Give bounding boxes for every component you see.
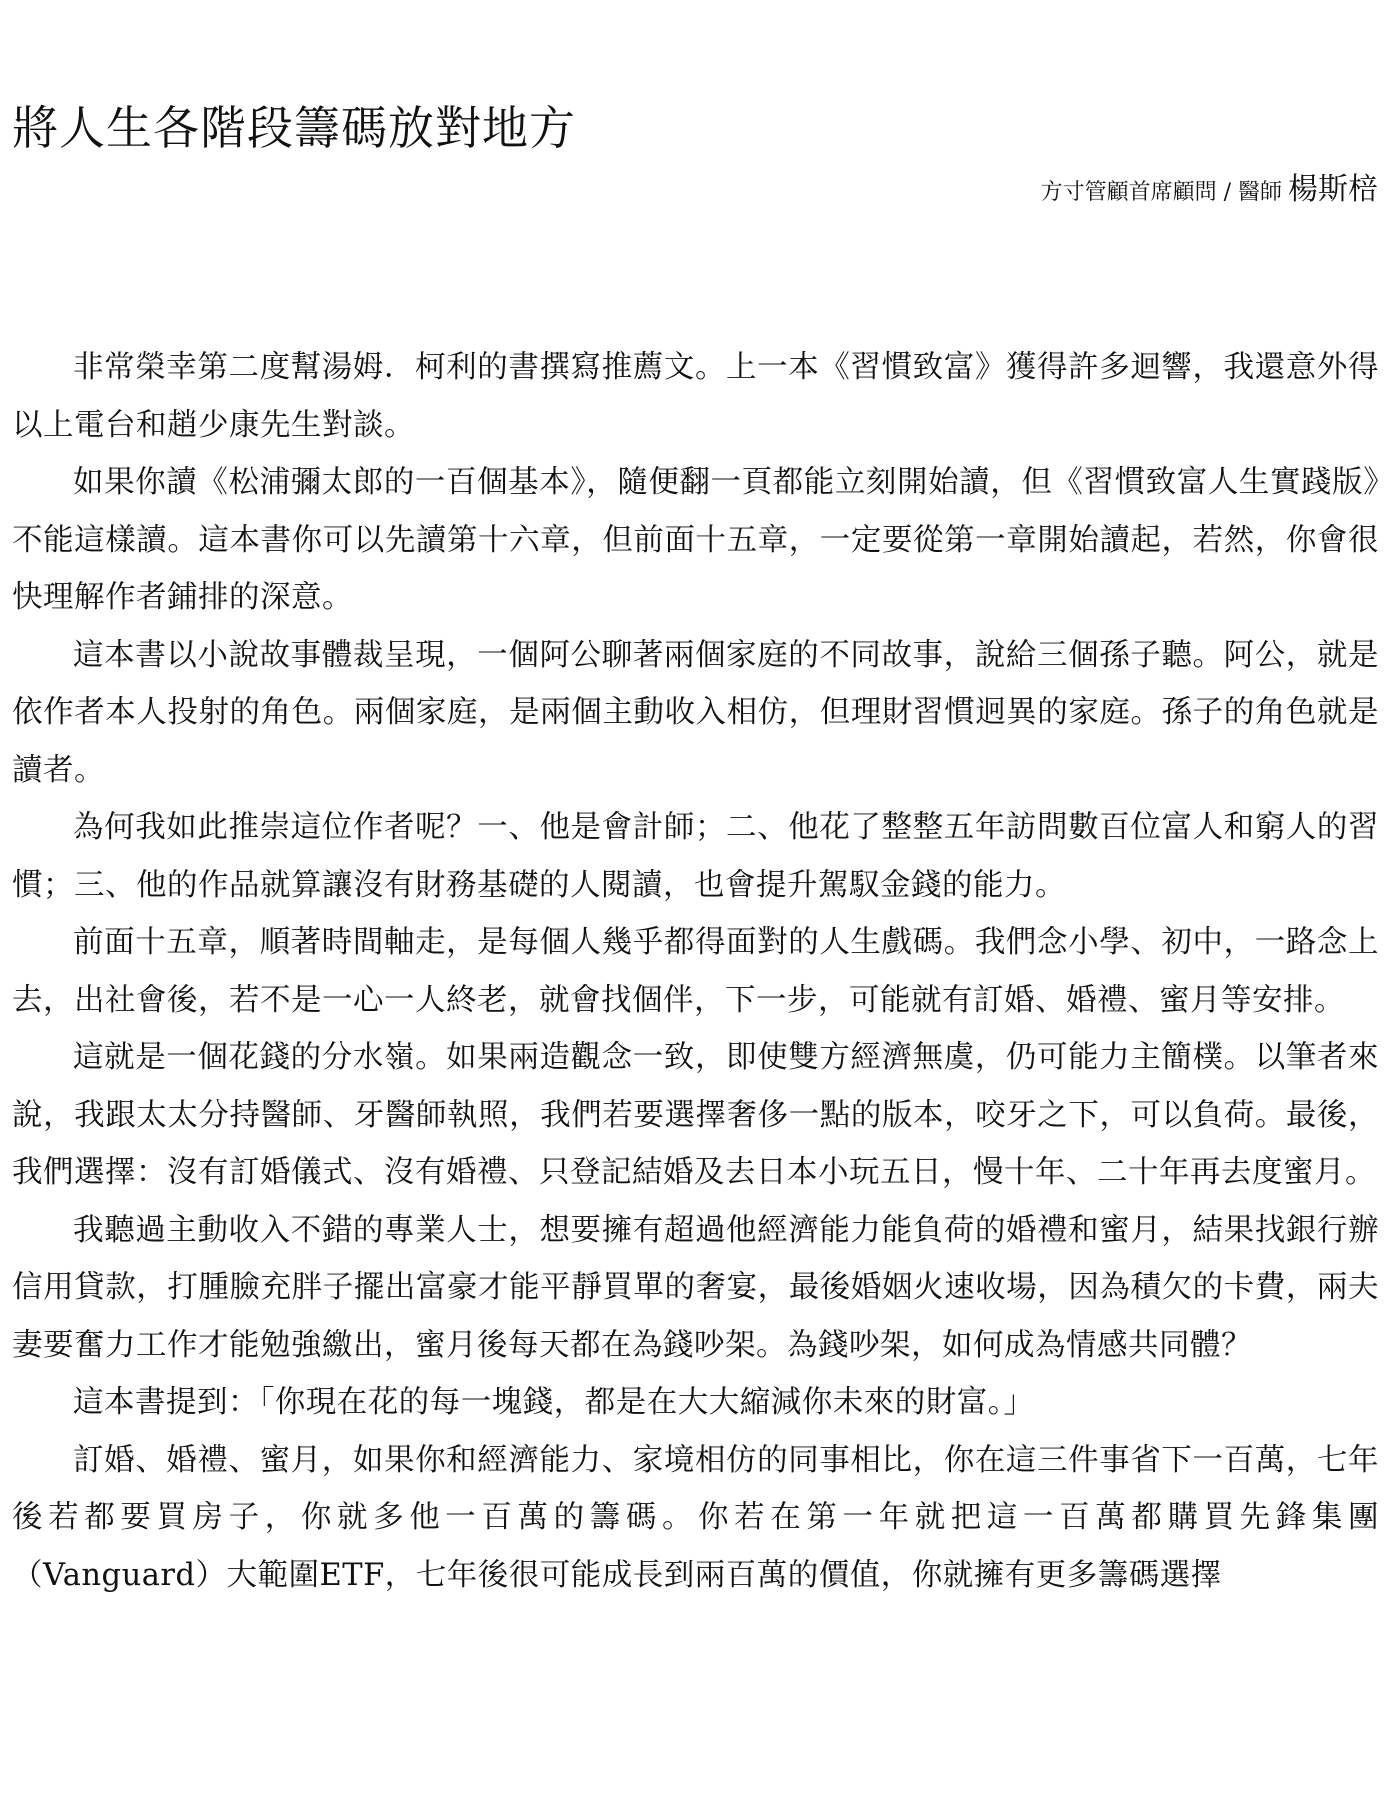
paragraph: 訂婚、婚禮、蜜月，如果你和經濟能力、家境相仿的同事相比，你在這三件事省下一百萬，七年後若都要買房子，你就多他一百萬的籌碼。你若在第一年就把這一百萬都購買先鋒集團（Vanguard）大範圍ETF，七年後很可能成長到兩百萬的價值，你就擁有更多籌碼選擇	[12, 1442, 1379, 1593]
paragraph: 這就是一個花錢的分水嶺。如果兩造觀念一致，即使雙方經濟無虞，仍可能力主簡樸。以筆者來說，我跟太太分持醫師、牙醫師執照，我們若要選擇奢侈一點的版本，咬牙之下，可以負荷。最後，我們選擇：沒有訂婚儀式、沒有婚禮、只登記結婚及去日本小玩五日，慢十年、二十年再去度蜜月。	[12, 1040, 1379, 1190]
paragraph: 我聽過主動收入不錯的專業人士，想要擁有超過他經濟能力能負荷的婚禮和蜜月，結果找銀行辦信用貸款，打腫臉充胖子擺出富豪才能平靜買單的奢宴，最後婚姻火速收場，因為積欠的卡費，兩夫妻要奮力工作才能勉強繳出，蜜月後每天都在為錢吵架。為錢吵架，如何成為情感共同體？	[12, 1212, 1379, 1363]
paragraph: 為何我如此推崇這位作者呢？一、他是會計師；二、他花了整整五年訪問數百位富人和窮人的習慣；三、他的作品就算讓沒有財務基礎的人閱讀，也會提升駕馭金錢的能力。	[12, 810, 1379, 903]
paragraph: 前面十五章，順著時間軸走，是每個人幾乎都得面對的人生戲碼。我們念小學、初中，一路念上去，出社會後，若不是一心一人終老，就會找個伴，下一步，可能就有訂婚、婚禮、蜜月等安排。	[12, 925, 1379, 1018]
author-name: 楊斯棓	[1288, 172, 1378, 207]
paragraph: 如果你讀《松浦彌太郎的一百個基本》，隨便翻一頁都能立刻開始讀，但《習慣致富人生實踐版》不能這樣讀。這本書你可以先讀第十六章，但前面十五章，一定要從第一章開始讀起，若然，你會很快理解作者鋪排的深意。	[12, 465, 1379, 615]
paragraph: 這本書提到：「你現在花的每一塊錢，都是在大大縮減你未來的財富。」	[73, 1385, 1035, 1420]
paragraph: 非常榮幸第二度幫湯姆．柯利的書撰寫推薦文。上一本《習慣致富》獲得許多迴響，我還意外得以上電台和趙少康先生對談。	[12, 350, 1379, 443]
paragraph: 這本書以小說故事體裁呈現，一個阿公聊著兩個家庭的不同故事，說給三個孫子聽。阿公，就是依作者本人投射的角色。兩個家庭，是兩個主動收入相仿，但理財習慣迥異的家庭。孫子的角色就是讀者。	[12, 637, 1379, 788]
author-byline	[1041, 170, 1378, 214]
article-body	[12, 339, 1379, 1604]
author-role: 方寸管顧首席顧問 / 醫師	[1040, 180, 1282, 205]
article-title: 將人生各階段籌碼放對地方	[12, 101, 576, 155]
